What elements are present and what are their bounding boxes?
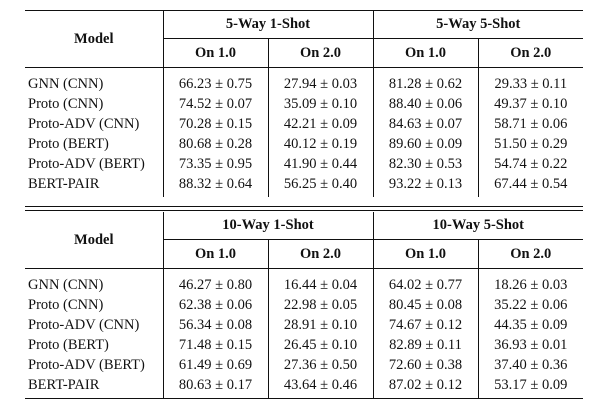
table-row <box>25 335 583 355</box>
score-cell: 56.34 ± 0.08 <box>163 315 268 335</box>
results-table-5-way <box>25 10 583 197</box>
score-cell: 72.60 ± 0.38 <box>373 355 478 375</box>
table-row <box>25 355 583 375</box>
score-cell: 35.22 ± 0.06 <box>478 295 583 315</box>
score-cell: 28.91 ± 0.10 <box>268 315 373 335</box>
model-name-cell: Proto-ADV (CNN) <box>28 116 140 132</box>
sub-header-on-1-0: On 1.0 <box>373 39 478 68</box>
score-cell: 74.52 ± 0.07 <box>163 94 268 114</box>
score-cell: 42.21 ± 0.09 <box>268 114 373 134</box>
model-name-cell: Proto-ADV (CNN) <box>28 317 140 333</box>
group-header-5-way-1-shot: 5-Way 1-Shot <box>163 11 373 39</box>
score-cell: 64.02 ± 0.77 <box>373 269 478 296</box>
table-separator-double-rule <box>25 206 583 211</box>
table-row <box>25 269 583 296</box>
score-cell: 26.45 ± 0.10 <box>268 335 373 355</box>
table-row <box>25 134 583 154</box>
results-body-10-way <box>25 269 583 399</box>
score-cell: 71.48 ± 0.15 <box>163 335 268 355</box>
score-cell: 41.90 ± 0.44 <box>268 154 373 174</box>
score-cell: 84.63 ± 0.07 <box>373 114 478 134</box>
score-cell: 82.30 ± 0.53 <box>373 154 478 174</box>
score-cell: 67.44 ± 0.54 <box>478 174 583 197</box>
score-cell: 46.27 ± 0.80 <box>163 269 268 296</box>
score-cell: 44.35 ± 0.09 <box>478 315 583 335</box>
table-row <box>25 174 583 197</box>
model-name-cell: GNN (CNN) <box>28 277 104 293</box>
score-cell: 74.67 ± 0.12 <box>373 315 478 335</box>
model-name-cell: GNN (CNN) <box>28 76 104 92</box>
score-cell: 37.40 ± 0.36 <box>478 355 583 375</box>
sub-header-on-2-0: On 2.0 <box>478 240 583 269</box>
score-cell: 88.40 ± 0.06 <box>373 94 478 114</box>
sub-header-on-1-0: On 1.0 <box>163 39 268 68</box>
results-table-10-way <box>25 212 583 399</box>
score-cell: 80.45 ± 0.08 <box>373 295 478 315</box>
score-cell: 70.28 ± 0.15 <box>163 114 268 134</box>
score-cell: 56.25 ± 0.40 <box>268 174 373 197</box>
score-cell: 49.37 ± 0.10 <box>478 94 583 114</box>
score-cell: 88.32 ± 0.64 <box>163 174 268 197</box>
score-cell: 35.09 ± 0.10 <box>268 94 373 114</box>
score-cell: 27.36 ± 0.50 <box>268 355 373 375</box>
score-cell: 66.23 ± 0.75 <box>163 68 268 95</box>
table-row <box>25 94 583 114</box>
score-cell: 80.63 ± 0.17 <box>163 375 268 399</box>
table-row <box>25 375 583 399</box>
score-cell: 87.02 ± 0.12 <box>373 375 478 399</box>
score-cell: 62.38 ± 0.06 <box>163 295 268 315</box>
table-row <box>25 68 583 95</box>
score-cell: 51.50 ± 0.29 <box>478 134 583 154</box>
sub-header-on-2-0: On 2.0 <box>268 39 373 68</box>
group-header-10-way-5-shot: 10-Way 5-Shot <box>373 212 583 240</box>
score-cell: 82.89 ± 0.11 <box>373 335 478 355</box>
model-column-header: Model <box>25 212 163 269</box>
score-cell: 18.26 ± 0.03 <box>478 269 583 296</box>
score-cell: 73.35 ± 0.95 <box>163 154 268 174</box>
score-cell: 81.28 ± 0.62 <box>373 68 478 95</box>
score-cell: 54.74 ± 0.22 <box>478 154 583 174</box>
score-cell: 22.98 ± 0.05 <box>268 295 373 315</box>
sub-header-on-1-0: On 1.0 <box>373 240 478 269</box>
table-row <box>25 315 583 335</box>
table-row <box>25 114 583 134</box>
score-cell: 27.94 ± 0.03 <box>268 68 373 95</box>
model-name-cell: Proto (BERT) <box>28 337 109 353</box>
model-name-cell: Proto (BERT) <box>28 136 109 152</box>
sub-header-on-2-0: On 2.0 <box>268 240 373 269</box>
group-header-5-way-5-shot: 5-Way 5-Shot <box>373 11 583 39</box>
model-name-cell: BERT-PAIR <box>28 176 100 192</box>
score-cell: 80.68 ± 0.28 <box>163 134 268 154</box>
score-cell: 43.64 ± 0.46 <box>268 375 373 399</box>
score-cell: 58.71 ± 0.06 <box>478 114 583 134</box>
model-name-cell: BERT-PAIR <box>28 377 100 393</box>
sub-header-on-1-0: On 1.0 <box>163 240 268 269</box>
score-cell: 61.49 ± 0.69 <box>163 355 268 375</box>
sub-header-on-2-0: On 2.0 <box>478 39 583 68</box>
score-cell: 53.17 ± 0.09 <box>478 375 583 399</box>
model-column-header: Model <box>25 11 163 68</box>
results-body-5-way <box>25 68 583 198</box>
score-cell: 16.44 ± 0.04 <box>268 269 373 296</box>
model-name-cell: Proto (CNN) <box>28 96 104 112</box>
score-cell: 36.93 ± 0.01 <box>478 335 583 355</box>
model-name-cell: Proto-ADV (BERT) <box>28 357 145 373</box>
model-name-cell: Proto (CNN) <box>28 297 104 313</box>
score-cell: 40.12 ± 0.19 <box>268 134 373 154</box>
table-row <box>25 154 583 174</box>
score-cell: 93.22 ± 0.13 <box>373 174 478 197</box>
model-name-cell: Proto-ADV (BERT) <box>28 156 145 172</box>
table-row <box>25 295 583 315</box>
group-header-10-way-1-shot: 10-Way 1-Shot <box>163 212 373 240</box>
score-cell: 89.60 ± 0.09 <box>373 134 478 154</box>
score-cell: 29.33 ± 0.11 <box>478 68 583 95</box>
